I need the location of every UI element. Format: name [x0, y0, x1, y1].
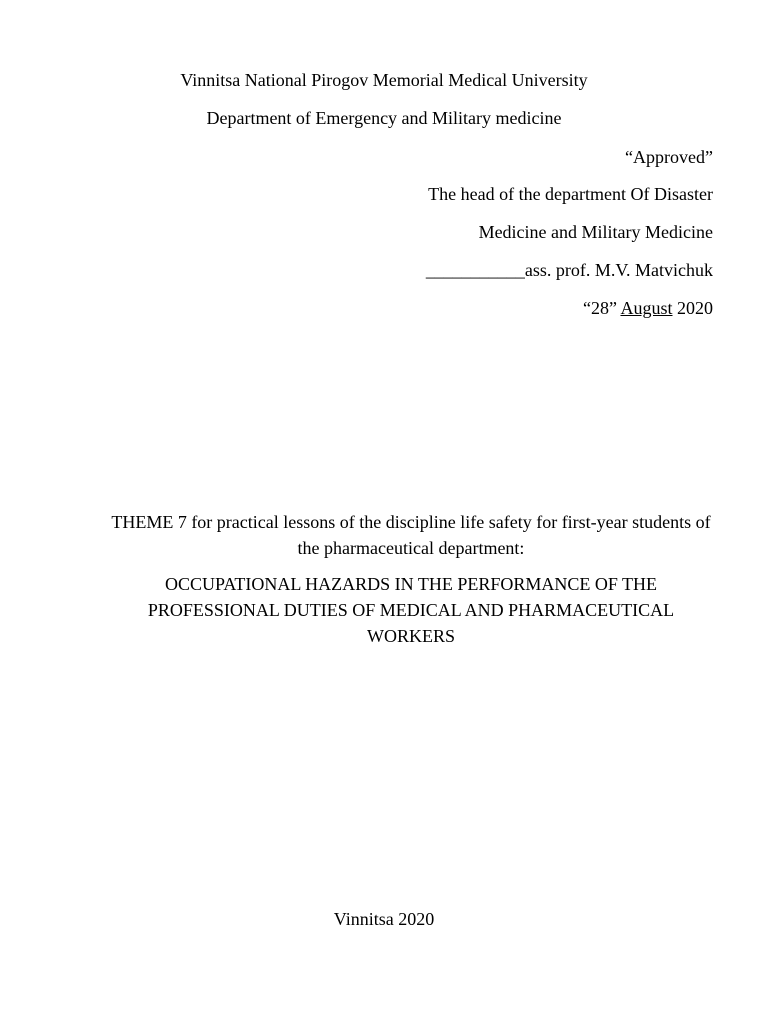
department-name: Department of Emergency and Military medicine: [206, 108, 562, 128]
approval-date-year: 2020: [677, 298, 713, 318]
signature-blank: ___________: [425, 260, 525, 280]
approval-date: [583, 297, 713, 319]
approval-date-month: August: [620, 298, 673, 318]
approval-date-day: “28”: [582, 298, 617, 318]
signatory-name: ass. prof. M.V. Matvichuk: [524, 260, 713, 280]
theme-title: OCCUPATIONAL HAZARDS IN THE PERFORMANCE OF THE PROFESSIONAL DUTIES OF MEDICAL AND PHARMACEUTICAL WORKERS: [147, 574, 675, 646]
theme-intro: THEME 7 for practical lessons of the discipline life safety for first-year students of the pharmaceutical department:: [111, 512, 711, 558]
place-and-year: Vinnitsa 2020: [333, 909, 435, 929]
approver-title-line2: Medicine and Military Medicine: [478, 222, 713, 242]
approved-label: “Approved”: [625, 147, 713, 167]
university-name: Vinnitsa National Pirogov Memorial Medical University: [180, 70, 588, 90]
approver-title-line1: The head of the department Of Disaster: [428, 184, 713, 204]
signature-line: [426, 259, 713, 281]
